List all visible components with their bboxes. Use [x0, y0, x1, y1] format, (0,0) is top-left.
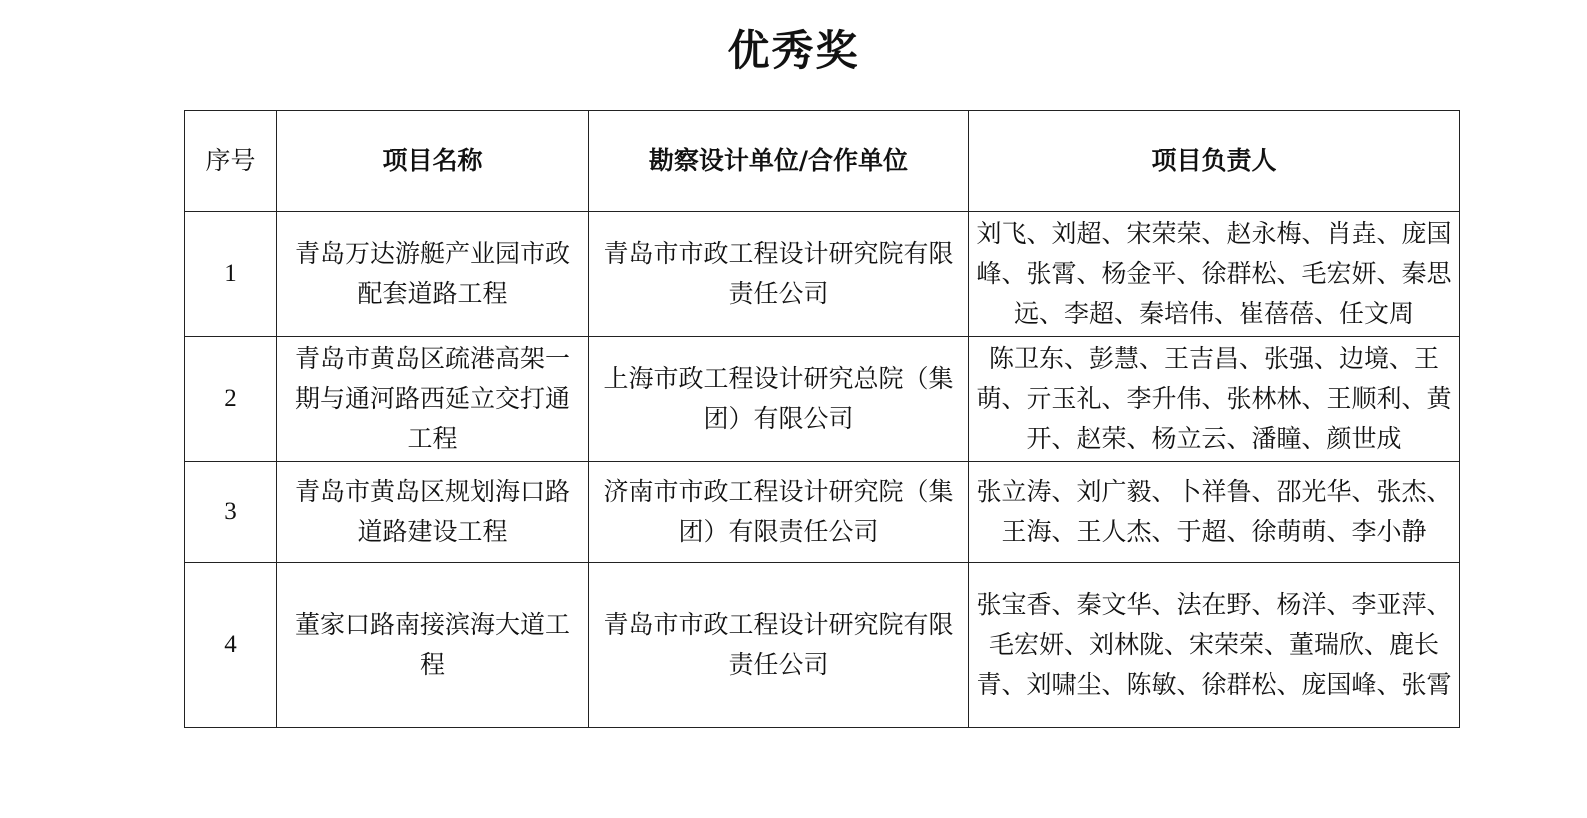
row-project-name: 青岛市黄岛区疏港高架一期与通河路西延立交打通工程	[277, 337, 589, 462]
award-table	[184, 110, 1460, 728]
row-serial-number: 1	[185, 212, 277, 337]
table-row	[185, 212, 1460, 337]
header-design-unit: 勘察设计单位/合作单位	[589, 111, 969, 212]
row-project-leaders: 刘飞、刘超、宋荣荣、赵永梅、肖垚、庞国峰、张霄、杨金平、徐群松、毛宏妍、秦思远、李超、秦培伟、崔蓓蓓、任文周	[969, 212, 1460, 337]
row-project-name: 董家口路南接滨海大道工程	[277, 563, 589, 728]
header-project-leaders: 项目负责人	[969, 111, 1460, 212]
row-design-unit: 青岛市市政工程设计研究院有限责任公司	[589, 212, 969, 337]
header-serial-number: 序号	[185, 111, 277, 212]
table-header-row	[185, 111, 1460, 212]
row-serial-number: 3	[185, 462, 277, 563]
row-project-leaders: 陈卫东、彭慧、王吉昌、张强、边境、王萌、亓玉礼、李升伟、张林林、王顺利、黄开、赵荣、杨立云、潘瞳、颜世成	[969, 337, 1460, 462]
row-serial-number: 4	[185, 563, 277, 728]
header-project-name: 项目名称	[277, 111, 589, 212]
row-project-leaders: 张宝香、秦文华、法在野、杨洋、李亚萍、毛宏妍、刘林陇、宋荣荣、董瑞欣、鹿长青、刘啸尘、陈敏、徐群松、庞国峰、张霄	[969, 563, 1460, 728]
row-design-unit: 上海市政工程设计研究总院（集团）有限公司	[589, 337, 969, 462]
table-row	[185, 563, 1460, 728]
row-project-name: 青岛市黄岛区规划海口路道路建设工程	[277, 462, 589, 563]
row-project-leaders: 张立涛、刘广毅、卜祥鲁、邵光华、张杰、王海、王人杰、于超、徐萌萌、李小静	[969, 462, 1460, 563]
row-serial-number: 2	[185, 337, 277, 462]
row-design-unit: 青岛市市政工程设计研究院有限责任公司	[589, 563, 969, 728]
row-project-name: 青岛万达游艇产业园市政配套道路工程	[277, 212, 589, 337]
table-row	[185, 462, 1460, 563]
table-row	[185, 337, 1460, 462]
page-title: 优秀奖	[727, 26, 860, 75]
row-design-unit: 济南市市政工程设计研究院（集团）有限责任公司	[589, 462, 969, 563]
